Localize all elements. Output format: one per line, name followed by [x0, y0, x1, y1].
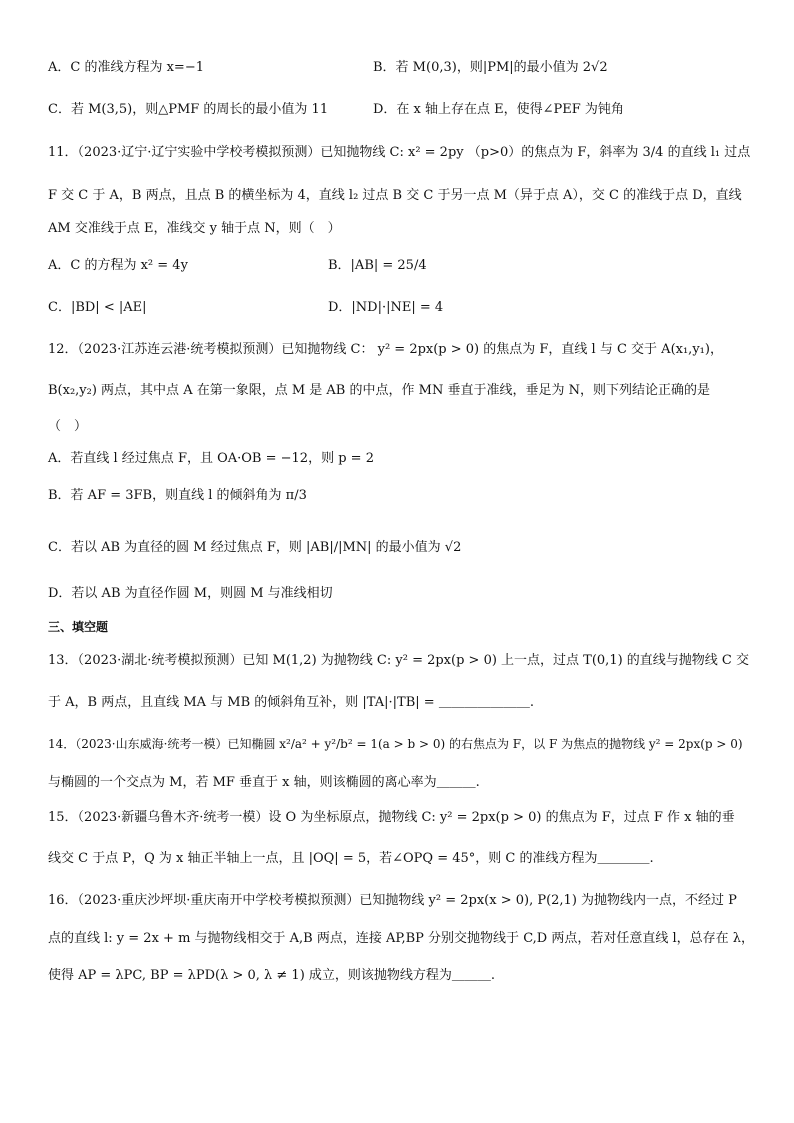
q11-stem-line-3: AM 交准线于点 E，准线交 y 轴于点 N，则（ ） — [48, 221, 341, 236]
q10-option-c: C．若 M(3,5)，则△PMF 的周长的最小值为 11 — [48, 102, 329, 117]
q11-options-row-1 — [48, 256, 754, 276]
q13-stem-line-1: 13．（2023·湖北·统考模拟预测）已知 M(1,2) 为抛物线 C: y² = 2px(p > 0) 上一点，过点 T(0,1) 的直线与抛物线 C 交 — [48, 653, 750, 668]
section-title: 三、填空题 — [48, 620, 109, 634]
q12-stem-line-3: （ ） — [48, 419, 88, 434]
q15-stem-line-1: 15．（2023·新疆乌鲁木齐·统考一模）设 O 为坐标原点，抛物线 C: y² = 2px(p > 0) 的焦点为 F，过点 F 作 x 轴的垂 — [48, 810, 735, 825]
q12-option-d: D．若以 AB 为直径作圆 M，则圆 M 与准线相切 — [48, 586, 333, 601]
q12-option-c: C．若以 AB 为直径的圆 M 经过焦点 F，则 |AB|/|MN| 的最小值为 √2 — [48, 540, 462, 555]
q12-option-b: B．若 AF = 3FB，则直线 l 的倾斜角为 π/3 — [48, 488, 307, 503]
q10-option-d: D．在 x 轴上存在点 E，使得∠PEF 为钝角 — [373, 102, 624, 117]
q12-stem-line-2: B(x₂,y₂) 两点，其中点 A 在第一象限，点 M 是 AB 的中点，作 MN 垂直于准线，垂足为 N，则下列结论正确的是 — [48, 383, 710, 398]
q10-options-row-1 — [48, 58, 754, 78]
q11-options-row-2 — [48, 298, 754, 318]
q10-option-a: A．C 的准线方程为 x=−1 — [48, 60, 204, 75]
q11-option-b: B．|AB| = 25/4 — [328, 258, 427, 273]
q16-stem-line-3: 使得 AP = λPC, BP = λPD(λ > 0, λ ≠ 1) 成立，则该抛物线方程为＿＿＿. — [48, 968, 496, 983]
q11-stem-line-1: 11．（2023·辽宁·辽宁实验中学校考模拟预测）已知抛物线 C: x² = 2py （p>0）的焦点为 F，斜率为 3/4 的直线 l₁ 过点 — [48, 145, 751, 160]
q16-stem-line-2: 点的直线 l: y = 2x + m 与抛物线相交于 A,B 两点，连接 AP,BP 分别交抛物线于 C,D 两点，若对任意直线 l，总存在 λ， — [48, 931, 755, 946]
q16-stem-line-1: 16．（2023·重庆沙坪坝·重庆南开中学校考模拟预测）已知抛物线 y² = 2px(x > 0), P(2,1) 为抛物线内一点，不经过 P — [48, 893, 737, 908]
q14-stem-line-1: 14．（2023·山东威海·统考一模）已知椭圆 x²/a² + y²/b² = 1(a > b > 0) 的右焦点为 F，以 F 为焦点的抛物线 y² = 2px(p > 0) — [48, 737, 743, 751]
q14-stem-line-2: 与椭圆的一个交点为 M，若 MF 垂直于 x 轴，则该椭圆的离心率为＿＿＿. — [48, 775, 480, 790]
q11-option-a: A．C 的方程为 x² = 4y — [48, 258, 188, 273]
q12-stem-line-1: 12．（2023·江苏连云港·统考模拟预测）已知抛物线 C： y² = 2px(p > 0) 的焦点为 F，直线 l 与 C 交于 A(x₁,y₁)， — [48, 342, 723, 357]
q12-option-a: A．若直线 l 经过焦点 F，且 OA·OB = −12，则 p = 2 — [48, 451, 374, 466]
q10-options-row-2 — [48, 100, 754, 120]
q11-option-d: D．|ND|·|NE| = 4 — [328, 300, 444, 315]
q13-stem-line-2: 于 A，B 两点，且直线 MA 与 MB 的倾斜角互补，则 |TA|·|TB| = ＿＿＿＿＿＿＿. — [48, 695, 534, 710]
q11-option-c: C．|BD| < |AE| — [48, 300, 147, 315]
q15-stem-line-2: 线交 C 于点 P，Q 为 x 轴正半轴上一点，且 |OQ| = 5，若∠OPQ = 45°，则 C 的准线方程为＿＿＿＿. — [48, 851, 654, 866]
q11-stem-line-2: F 交 C 于 A，B 两点，且点 B 的横坐标为 4，直线 l₂ 过点 B 交 C 于另一点 M（异于点 A），交 C 的准线于点 D，直线 — [48, 188, 742, 203]
q10-option-b: B．若 M(0,3)，则|PM|的最小值为 2√2 — [373, 60, 608, 75]
